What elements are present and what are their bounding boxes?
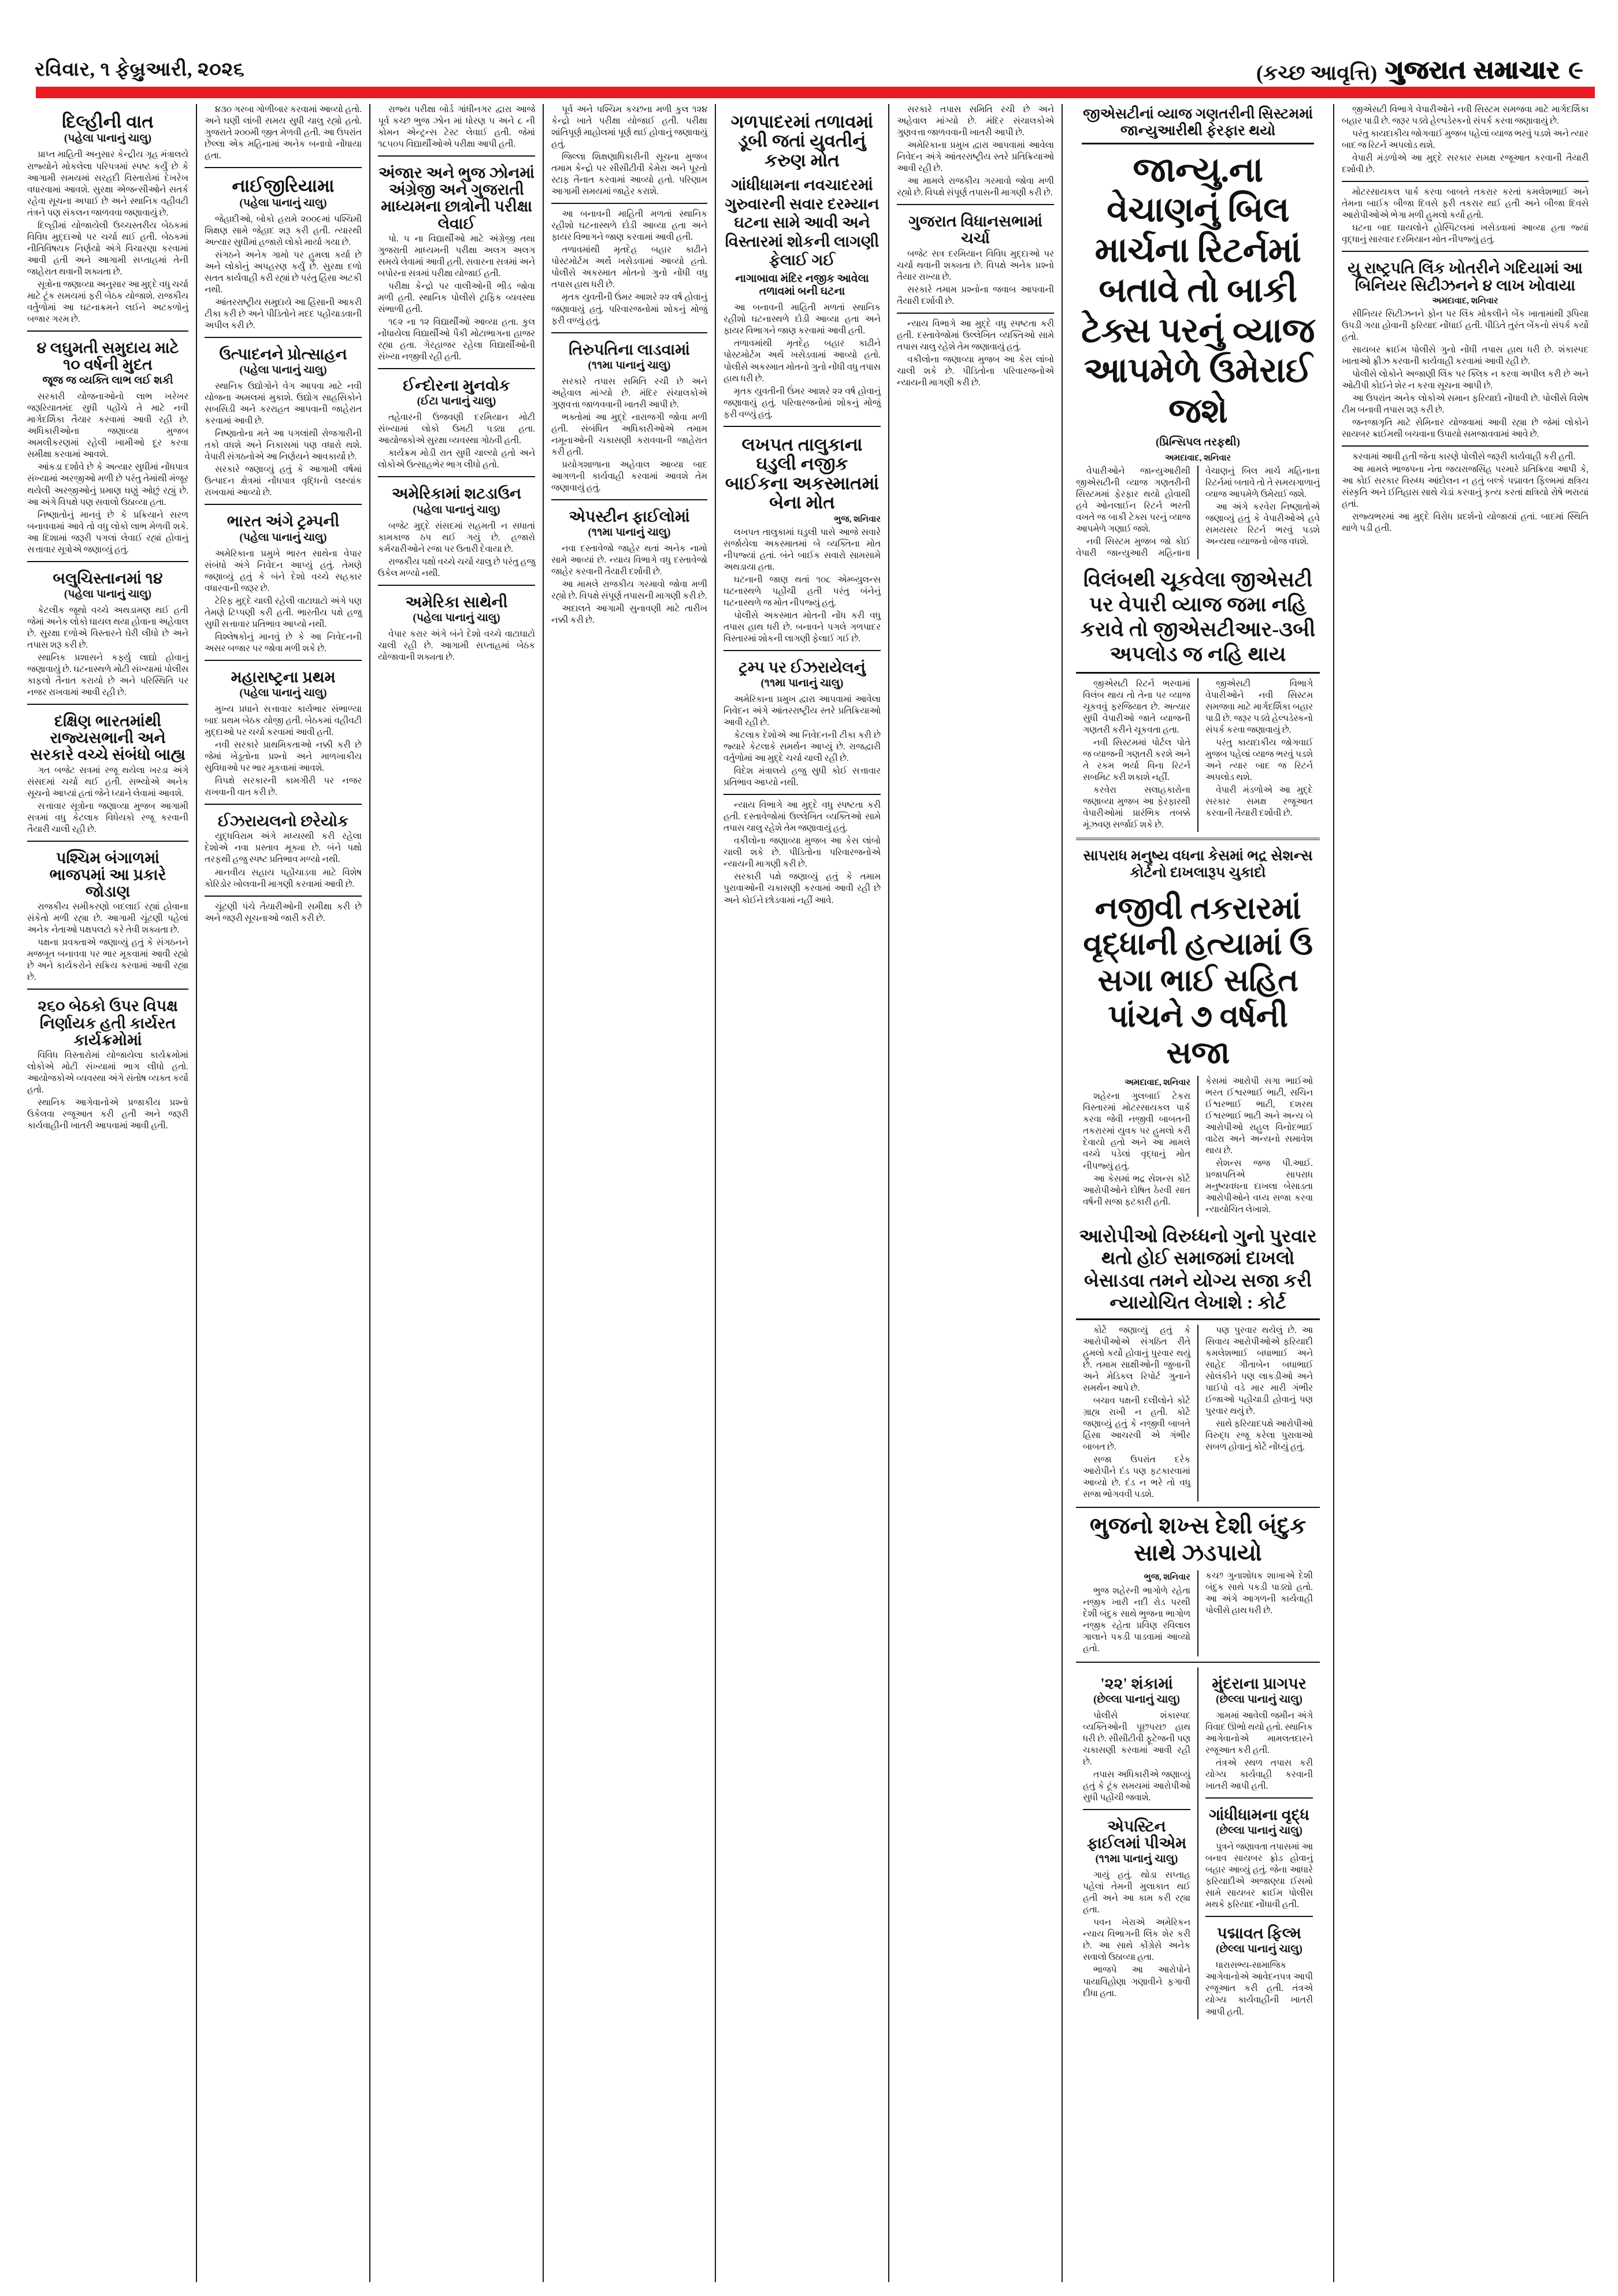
paragraph: અમેરિકાના પ્રમુખે ભારત સાથેના વેપાર સંબંધો અંગે નિવેદન આપ્યું હતું. તેમણે જણાવ્યું હતું કે બંને દેશો વચ્ચે સહકાર વધારવાની જરૂર છે. [205,548,362,593]
divider [205,804,362,805]
paragraph: વકીલોના જણાવ્યા મુજબ આ કેસ લાંબો ચાલી શકે છે. પીડિતોના પરિવારજનોએ ન્યાયની માગણી કરી છે. [723,836,881,870]
paragraph: અમેરિકાના પ્રમુખ દ્વારા આપવામાં આવેલા નિવેદન અંગે આંતરરાષ્ટ્રીય સ્તરે પ્રતિક્રિયાઓ આવી રહી છે. [723,694,881,728]
section-head-rajyasabha: દક્ષિણ ભારતમાંથી રાજ્યસભાની અને સરકારે વચ્ચે સંબંધો બાહ્ય [30,712,185,764]
divider [897,313,1054,314]
section-head-lakhpat-accident: લખપત તાલુકાના ઘડુલી નજીક બાઈકના અકસ્માતમાં બેના મોત [725,434,879,513]
paragraph: જેહાદીઓ, બોકો હરામે ૨૦૦૯માં પશ્ચિમી શિક્ષણ સામે જેહાદ શરૂ કરી હતી. ત્યારથી અત્યાર સુધીમાં હજારો લોકો માર્યા ગયા છે. [205,214,362,247]
paragraph: સીનિયર સિટીઝનને ફોન પર લિંક મોકલીને બેંક ખાતામાંથી રૂપિયા ઉપડી ગયા હોવાની ફરિયાદ નોંધાઈ હતી. પીડિતે તુરંત બેંકનો સંપર્ક કર્યો હતો. [1342,309,1589,342]
paragraph: સરકારે તપાસ સમિતિ રચી છે અને અહેવાલ માંગ્યો છે. મંદિર સંચાલકોએ ગુણવત્તા જાળવવાની ખાતરી આપી છે. [551,376,707,410]
article-body [1342,309,1589,392]
article-body [897,318,1054,389]
paragraph: માનવીય સહાય પહોંચાડવા માટે વિશેષ કોરિડોર ખોલવાની માગણી કરવામાં આવી છે. [205,867,362,889]
bhuj-gun-right [1197,1570,1320,1656]
article-body [1083,1870,1190,1999]
verdict-col-1 [1076,1325,1197,1502]
article-body [1083,1710,1190,1804]
divider [1083,1809,1190,1810]
article-body [27,605,188,699]
column-8 [1333,104,1596,2282]
divider [27,330,188,332]
column-4 [543,104,715,2282]
column-3 [369,104,543,2282]
paragraph: આ બનાવની માહિતી મળતાં સ્થાનિક રહીશો ઘટનાસ્થળે દોડી આવ્યા હતા અને ફાયર વિભાગને જાણ કરવામાં આવી હતી. [551,209,707,243]
section-head-gujarat-assembly: ગુજરાત વિધાનસભામાં ચર્ચા [908,213,1043,247]
continuation-note: (૧૧મા પાનાનું ચાલુ) [1095,1853,1178,1866]
divider [205,167,362,168]
paragraph: નવી સિસ્ટમમાં પોર્ટલ પોતે જ વ્યાજની ગણતરી કરશે અને તે રકમ ભર્યા વિના રિટર્ન સબમિટ કરી શકાશે નહીં. [1083,737,1190,782]
continuation-note: (છેલ્લા પાનાનું ચાલુ) [1216,1693,1302,1706]
red-divider-bar [36,87,1595,98]
bhuj-gun-body [1076,1570,1320,1656]
continuation-note: (છેલ્લા પાનાનું ચાલુ) [1093,1693,1180,1706]
divider [1076,1662,1320,1663]
divider [378,368,535,369]
paragraph: ધારાસભ્ય-સામાજિક આગેવાનોએ આવેદનપત્ર આપી રજૂઆત કરી હતી. તંત્રએ યોગ્ય કાર્યવાહીની ખાતરી આપી હતી. [1205,1960,1313,2017]
crime-headline: નજીવી તકરારમાં વૃદ્ધાની હત્યામાં ઉ સગા ભાઈ સહિત પાંચને ૭ વર્ષની સજા [1083,890,1313,1071]
paragraph: આ મામલે ભાજપના નેતા જયરાજસિંહ પરમારે પ્રતિક્રિયા આપી કે, આ કોઈ સરકાર વિરુધ્ધ આંદોલન ન હતું બલ્કે પદ્માવત ફિલ્મમાં ક્ષત્રિય સંસ્કૃતિ અને ઈતિહાસ સાથે ચેડાં કરવાનું કૃત્ય કરતાં ક્ષત્રિયો રોષે ભરાયાં હતાં. [1342,465,1589,510]
paragraph: કોર્ટે જણાવ્યું હતું કે આરોપીઓએ સંગઠિત રીતે હુમલો કર્યો હોવાનું પુરવાર થયું છે. તમામ સાક્ષીઓની જુબાની અને મેડિકલ રિપોર્ટ ગુનાને સમર્થન આપે છે. [1083,1325,1190,1393]
section-head-padmavat: પદ્માવત ફિલ્મ [1217,1925,1301,1942]
column-5 [715,104,888,2282]
paragraph: તળાવમાંથી મૃતદેહ બહાર કાઢીને પોસ્ટમોર્ટમ અર્થે ખસેડવામાં આવ્યો હતો. પોલીસે અકસ્માત મોતનો ગુનો નોંધી વધુ તપાસ હાથ ધરી છે. [723,339,881,384]
column-7-lead-block [1062,104,1333,2282]
paragraph: બજેટ મુદ્દે સંસદમાં સહમતી ન સધાતાં કામકાજ ઠપ થઈ ગયું છે. હજારો કર્મચારીઓને રજા પર ઉતારી દેવાયા છે. [378,521,535,554]
paragraph: સાયબર ક્રાઈમ પોલીસે ગુનો નોંધી તપાસ હાથ ધરી છે. શંકાસ્પદ ખાતાઓ ફ્રીઝ કરવાની કાર્યવાહી કરવામાં આવી રહી છે. [1342,344,1589,366]
paragraph: ભુજ શહેરની ભાગોળે રહેતા નજીક ખારી નદી રોડ પરથી દેશી બંદુક સાથે ભુજના ભાગોળ નજીક રહેતા પ્રવિણ રવિલાલ ગાલાને પકડી પાડવામાં આવ્યો હતો. [1083,1586,1190,1654]
continuation-note: (છેલ્લા પાનાનું ચાલુ) [1216,1943,1302,1956]
section-head-delhini-vaat: દિલ્હીની વાત [62,112,154,132]
divider [205,337,362,338]
paragraph: વકીલોના જણાવ્યા મુજબ આ કેસ લાંબો ચાલી શકે છે. પીડિતોના પરિવારજનોએ ન્યાયની માગણી કરી છે. [897,354,1054,388]
publication-date: રવિવાર, ૧ ફેબ્રુઆરી, ૨૦૨૬ [35,59,245,80]
paragraph: અદાલતે આગામી સુનાવણી માટે તારીખ નક્કી કરી છે. [551,604,707,626]
section-head-us-deal: અમેરિકા સાથેની [405,593,508,611]
continuation-note: (ઈટા પાનાનું ચાલુ) [417,395,496,408]
section-head-seats: ૨૬૦ બેઠકો ઉપર વિપક્ષ નિર્ણાયક હતી કાર્યરત કાર્યક્રમોમાં [38,997,178,1049]
article-body [723,694,881,789]
paragraph: વિદેશ મંત્રાલયે હજુ સુધી કોઈ સત્તાવાર પ્રતિભાવ આપ્યો નથી. [723,766,881,788]
article-body [723,800,881,906]
paragraph: રાજ્ય પરીક્ષા બોર્ડ ગાંધીનગર દ્વારા આજે પૂર્વ કચ્છ ભુજ ઝોન માં ધોરણ ૫ અને ૮ ની કોમન એન્ટ્રન્સ ટેસ્ટ લેવાઈ હતી. જેમાં ૧૮૫૦૫ વિદ્યાર્થીઓએ પરીક્ષા આપી હતી. [378,105,535,150]
newspaper-title: ગુજરાત સમાચાર [1385,56,1560,84]
paragraph: વેપારી મંડળોએ આ મુદ્દે સરકાર સમક્ષ રજૂઆત કરવાની તૈયારી દર્શાવી છે. [1205,785,1313,818]
paragraph: નિષ્ણાતોના મતે આ પગલાંથી રોજગારીની તકો વધશે અને નિકાસમાં પણ વધારો થશે. વેપારી સંગઠનોએ આ નિર્ણયને આવકાર્યો છે. [205,429,362,462]
byline: અમદાવાદ, શનિવાર [1432,296,1498,306]
article-body [1205,1960,1313,2018]
divider [1342,251,1589,252]
article-body [205,381,362,499]
article-body [27,1050,188,1132]
paragraph: ૪૩૦ ગરબા ગોળીબાર કરવામાં આવ્યો હતો. અને ઘણી લાંબી સમય સુધી ચાલુ રહ્યો હતો. ગુજરાતે ૨૦૦મી જીત મેળવી હતી. આ ઉપરાંત છેલ્લા એક મહિનામાં અનેક બનાવો નોંધાયા હતા. [205,105,362,161]
divider [1205,1797,1313,1799]
paragraph: સરકારે જણાવ્યું હતું કે આગામી વર્ષમાં ઉત્પાદન ક્ષેત્રમાં નોંધપાત્ર વૃદ્ધિનો લક્ષ્યાંક રાખવામાં આવ્યો છે. [205,465,362,498]
article-body [378,412,535,471]
paragraph: તપાસ અધિકારીએ જણાવ્યું હતું કે ટૂંક સમયમાં આરોપીઓ સુધી પહોંચી જવાશે. [1083,1769,1190,1803]
section-head-senior-citizen-fraud: યુ રાષ્ટ્રપતિ લિંક ખોતરીને ગદિયામાં આ બિનિયર સિટીઝનને ૪ લાખ ખોવાયા [1348,259,1583,294]
divider [1076,1507,1320,1508]
paragraph: જીએસટી રિટર્ન ભરવામાં વિલંબ થાય તો તેના પર વ્યાજ ચૂકવવું ફરજિયાત છે. અત્યાર સુધી વેપારીઓ જાતે વ્યાજની ગણતરી કરીને ચૂકવતા હતા. [1083,678,1190,735]
article-body [1342,393,1589,440]
divider [27,704,188,705]
paragraph: મૃતક યુવતીની ઉંમર આશરે ૨૨ વર્ષ હોવાનું જણાવાયું હતું. પરિવારજનોમાં શોકનું મોજું ફરી વળ્યું હતું. [551,292,707,326]
article-body [1342,451,1589,534]
paragraph: કચ્છ ગુનાશોધક શાખાએ દેશી બંદુક સાથે પકડી પાડ્યો હતો. આ અંગે આગળની કાર્યવાહી પોલીસે હાથ ધરી છે. [1205,1570,1313,1615]
paragraph: પોલીસે શંકાસ્પદ વ્યક્તિઓની પૂછપરછ હાથ ધરી છે. સીસીટીવી ફૂટેજની પણ ચકાસણી કરવામાં આવી રહી છે. [1083,1710,1190,1767]
continuation-note: (૧૧મા પાનાનું ચાલુ) [760,677,844,690]
continuation-note: (પહેલા પાનાનું ચાલુ) [239,687,327,699]
divider [551,332,707,333]
article-body [1342,187,1589,246]
lower-col-a [1076,1667,1197,2019]
lead-kicker: જીએસટીનાં વ્યાજ ગણતરીની સિસ્ટમમાં જાન્યુઆરીથી ફેરફાર થયો [1082,106,1314,144]
paragraph: ૧૯૨ ના ૧૨ વિદ્યાર્થીઓ આવ્યા હતા. કુલ નોંધાયેલા વિદ્યાર્થીઓ પૈકી મોટાભાગના હાજર રહ્યા હતા. ગેરહાજર રહેલા વિદ્યાર્થીઓની સંખ્યા નજીવી રહી હતી. [378,317,535,362]
article-body [378,233,535,363]
article-body [378,521,535,579]
paragraph: કેસમાં આરોપી સગા ભાઈઓ ભરત ઈશ્વરભાઈ ભાટી, સચિન ઈશ્વરભાઈ ભાટી, દશરથ ઈશ્વરભાઈ ભાટી અને અન્ય બે આરોપીઓ રાહુલ વિનોદભાઈ વાઢેરા અને અન્યનો સમાવેશ થાય છે. [1205,1076,1313,1156]
section-head-israel: ઈઝરાયલનો છરેયોક [217,812,349,830]
divider [378,476,535,477]
lead-body [1076,466,1320,559]
paragraph: વિવિધ વિસ્તારોમાં યોજાયેલા કાર્યક્રમોમાં લોકોએ મોટી સંખ્યામાં ભાગ લીધો હતો. આયોજકોએ વ્યવસ્થા અંગે સંતોષ વ્યક્ત કર્યો હતો. [27,1050,188,1095]
article-body [551,104,707,198]
divider [1342,181,1589,182]
paragraph: પોલીસે લોકોને અજાણી લિંક પર ક્લિક ન કરવા અપીલ કરી છે અને ઓટીપી કોઈને શેર ન કરવા સૂચના આપી છે. [1342,369,1589,391]
paragraph: આ ઉપરાંત અનેક લોકોએ સમાન ફરિયાદો નોંધાવી છે. પોલીસે વિશેષ ટીમ બનાવી તપાસ શરૂ કરી છે. [1342,393,1589,415]
subdeck-text: નાગાબાવા મંદિર નજીક આવેલા તળાવમાં બની ઘટના [735,273,869,298]
column-6 [888,104,1062,2282]
paragraph: ન્યાય વિભાગે આ મુદ્દે વધુ સ્પષ્ટતા કરી હતી. દસ્તાવેજોમાં ઉલ્લેખિત વ્યક્તિઓ સામે તપાસ ચાલુ રહેશે તેમ જણાવાયું હતું. [897,318,1054,352]
paragraph: આ કેસમાં ભદ્ર સેશન્સ કોર્ટે આરોપીઓને દોષિત ઠેરવી સાત વર્ષની સજા ફટકારી હતી. [1083,1173,1190,1207]
article-body [551,209,707,326]
paragraph: આ મામલે રાજકીય ગરમાવો જોવા મળી રહ્યો છે. વિપક્ષે સંપૂર્ણ તપાસની માગણી કરી છે. [551,579,707,601]
paragraph: કાર્યક્રમ મોડી રાત સુધી ચાલ્યો હતો અને લોકોએ ઉત્સાહભેર ભાગ લીધો હતો. [378,448,535,470]
paragraph: પોલીસે અકસ્માત મોતની નોંધ કરી વધુ તપાસ હાથ ધરી છે. બનાવને પગલે ગળપાદર વિસ્તારમાં શોકની લાગણી ફેલાઈ ગઈ છે. [723,610,881,644]
page-number: ૯ [1568,56,1583,84]
paragraph: જનજાગૃતિ માટે સેમિનાર યોજવામાં આવી રહ્યા છે જેમાં લોકોને સાયબર ક્રાઈમથી બચવાના ઉપાયો સમજાવવામાં આવે છે. [1342,417,1589,439]
continuation-note: (પહેલા પાનાનું ચાલુ) [239,196,327,209]
paragraph: તહેવારની ઉજવણી દરમિયાન મોટી સંખ્યામાં લોકો ઉમટી પડ્યા હતા. આયોજકોએ સુરક્ષા વ્યવસ્થા ગોઠવી હતી. [378,413,535,446]
article-body [1205,1841,1313,1911]
section-head-gandhidham-elder: ગાંધીધામના વૃદ્ધ [1209,1805,1309,1823]
paragraph: ભક્તોમાં આ મુદ્દે નારાજગી જોવા મળી હતી. સંબંધિત અધિકારીઓએ તમામ નમૂનાઓની ચકાસણી કરાવવાની જાહેરાત કરી હતી. [551,412,707,457]
paragraph: જીએસટી વિભાગે વેપારીઓને નવી સિસ્ટમ સમજવા માટે માર્ગદર્શિકા બહાર પાડી છે. જરૂર પડ્યે હેલ્પડેસ્કનો સંપર્ક કરવા જણાવાયું છે. [1205,678,1313,735]
masthead [20,0,1598,87]
paragraph: જિલ્લા શિક્ષણાધિકારીની સૂચના મુજબ તમામ કેન્દ્રો પર સીસીટીવી કેમેરા અને પૂરતો સ્ટાફ તૈનાત કરવામાં આવ્યો હતો. પરિણામ આગામી સમયમાં જાહેર કરાશે. [551,152,707,197]
paragraph: પવન ખેરાએ અમેરિકન ન્યાય વિભાગની લિંક શેર કરી છે. આ સાથે કોંગ્રેસે અનેક સવાલો ઉઠાવ્યા હતા. [1083,1918,1190,1963]
paragraph: પો. ૫ ના વિદ્યાર્થીઓ માટે અંગ્રેજી તથા ગુજરાતી માધ્યમની પરીક્ષા અલગ અલગ સમયે લેવામાં આવી હતી. સવારના સત્રમાં અને બપોરના સત્રમાં પરીક્ષા યોજાઈ હતી. [378,233,535,278]
section-head-us-shutdown: અમેરિકામાં શટડાઉન [391,485,522,503]
lead-story-gst [1070,106,1326,2019]
paragraph: રાજકીય પક્ષો વચ્ચે ચર્ચા ચાલુ છે પરંતુ હજુ ઉકેલ મળ્યો નથી. [378,556,535,578]
section-head-epstein-pm: એપસ્ટિન ફાઈલમાં પીએમ [1086,1817,1187,1852]
bhuj-gun-left [1076,1570,1197,1656]
divider [27,989,188,990]
paragraph: પ્રાપ્ત માહિતી અનુસાર કેન્દ્રીય ગૃહ મંત્રાલયે રાજ્યોને મોકલેલા પરિપત્રમાં સ્પષ્ટ કર્યું છે કે આગામી સમયમાં સરહદી વિસ્તારોમાં દેખરેખ વધારવામાં આવશે. સુરક્ષા એજન્સીઓને સતર્ક રહેવા સૂચના અપાઈ છે અને સ્થાનિક વહીવટી તંત્રને પણ સંકલન જાળવવા જણાવાયું છે. [27,150,188,218]
continuation-note: (પહેલા પાનાનું ચાલુ) [64,132,152,145]
paragraph: કેટલાક દેશોએ આ નિવેદનની ટીકા કરી છે જ્યારે કેટલાકે સમર્થન આપ્યું છે. રાજદ્વારી વર્તુળોમાં આ મુદ્દે ચર્ચા ચાલી રહી છે. [723,730,881,764]
deck-text: ગાંધીધામના નવચાદરમાં ગુરુવારની સવાર દરમ્યાન ઘટના સામે આવી અને વિસ્તારમાં શોકની લાગણી ફેલાઈ ગઈ [725,176,879,269]
paragraph: તંત્રએ સ્થળ તપાસ કરી યોગ્ય કાર્યવાહી કરવાની ખાતરી આપી હતી. [1205,1758,1313,1791]
paragraph: ઘટના બાદ ઘાયલોને હોસ્પિટલમાં ખસેડવામાં આવ્યા હતા જ્યાં વૃદ્ધાનું સારવાર દરમિયાન મોત નીપજ્યું હતું. [1342,223,1589,245]
paragraph: કરવેરા સલાહકારોના જણાવ્યા મુજબ આ ફેરફારથી વેપારીઓમાં પ્રારંભિક તબક્કે મૂંઝવણ સર્જાઈ શકે છે. [1083,785,1190,830]
divider [378,155,535,157]
divider [1076,838,1320,840]
paragraph: યુદ્ધવિરામ અંગે મધ્યસ્થી કરી રહેલા દેશોએ નવા પ્રસ્તાવ મૂક્યા છે. બંને પક્ષો તરફથી હજુ સ્પષ્ટ પ્રતિભાવ મળ્યો નથી. [205,831,362,865]
column-grid [20,104,1598,2282]
gst-subheadline: વિલંબથી ચૂકવેલા જીએસટી પર વેપારી વ્યાજ જમા નહિ કરાવે તો જીએસટીઆર-૩બી અપલોડ જ નહિ થાય [1076,567,1320,674]
paragraph: આંકડા દર્શાવે છે કે અત્યાર સુધીમાં નોંધપાત્ર સંખ્યામાં અરજીઓ મળી છે પરંતુ તેમાંથી મંજૂર થયેલી અરજીઓનું પ્રમાણ ઘણું ઓછું રહ્યું છે. આ અંગે વિપક્ષે પણ સવાલો ઉઠાવ્યા હતા. [27,462,188,507]
section-head-epstein-file: એપસ્ટીન ફાઈલોમાં [569,508,690,526]
article-body [27,901,188,983]
section-head-bhuj-gun: ભુજનો શખ્સ દેશી બંદુક સાથે ઝડપાયો [1089,1513,1307,1566]
paragraph: નિષ્ણાતોનું માનવું છે કે પ્રક્રિયાને સરળ બનાવવામાં આવે તો વધુ લોકો લાભ મેળવી શકે. આ દિશામાં જરૂરી પગલાં લેવાઈ રહ્યાં હોવાનું સત્તાવાર સૂત્રોએ જણાવ્યું હતું. [27,510,188,555]
crime-body [1076,1076,1320,1217]
continuation-note: (પહેલા પાનાનું ચાલુ) [239,364,327,377]
paragraph: મૃતક યુવતીની ઉંમર આશરે ૨૨ વર્ષ હોવાનું જણાવાયું હતું. પરિવારજનોમાં શોકનું મોજું ફરી વળ્યું હતું. [723,386,881,419]
paragraph: સંગઠને અનેક ગામો પર હુમલા કર્યા છે અને લોકોનું અપહરણ કર્યું છે. સુરક્ષા દળો સતત કાર્યવાહી કરી રહ્યાં છે પરંતુ હિંસા અટકી નથી. [205,250,362,295]
paragraph: આ અંગે કરવેરા નિષ્ણાતોએ જણાવ્યું હતું કે વેપારીઓએ હવે સમયસર રિટર્ન ભરવું પડશે અન્યથા વ્યાજનો બોજ વધશે. [1205,501,1320,547]
paragraph: પરંતુ કાયદાકીય જોગવાઈ મુજબ પહેલાં વ્યાજ ભરવું પડશે અને ત્યાર બાદ જ રિટર્ન અપલોડ થશે. [1342,129,1589,151]
divider [205,660,362,661]
article-body [27,391,188,555]
divider [205,504,362,505]
section-head-baluchistan: બલુચિસ્તાનમાં ૧૪ [53,569,163,587]
article-body [27,149,188,325]
paragraph: પક્ષના પ્રવક્તાએ જણાવ્યું હતું કે સંગઠનને મજબૂત બનાવવા પર ભાર મૂકવામાં આવી રહ્યો છે અને કાર્યકરોને સક્રિય કરવામાં આવી રહ્યા છે. [27,938,188,983]
paragraph: આ મામલે રાજકીય ગરમાવો જોવા મળી રહ્યો છે. વિપક્ષે સંપૂર્ણ તપાસની માગણી કરી છે. [897,176,1054,198]
divider [551,203,707,204]
divider [723,794,881,795]
paragraph: વિપક્ષે સરકારની કામગીરી પર નજર રાખવાની વાત કરી છે. [205,776,362,798]
continuation-note: જૂજ જ વ્યક્તિ લાભ લઈ શકી [42,374,173,387]
article-body [205,704,362,798]
paragraph: તળાવમાંથી મૃતદેહ બહાર કાઢીને પોસ્ટમોર્ટમ અર્થે ખસેડવામાં આવ્યો હતો. પોલીસે અકસ્માત મોતનો ગુનો નોંધી વધુ તપાસ હાથ ધરી છે. [551,245,707,290]
paragraph: બચાવ પક્ષની દલીલોને કોર્ટે ગ્રાહ્ય રાખી ન હતી. કોર્ટે જણાવ્યું હતું કે નજીવી બાબતે હિંસા આચરવી એ ગંભીર બાબત છે. [1083,1395,1190,1452]
paragraph: વેપારીઓને જાન્યુઆરીથી જીએસટીની વ્યાજ ગણતરીની સિસ્ટમમાં ફેરફાર થયો હોવાથી હવે ઓનલાઈન રિટર્ન ભરતી વખતે જ બાકી ટેક્સ પરનું વ્યાજ આપમેળે ગણાઈ જશે. [1076,466,1190,534]
paragraph: સજા ઉપરાંત દરેક આરોપીને દંડ પણ ફટકારવામાં આવ્યો છે. દંડ ન ભરે તો વધુ સજા ભોગવવી પડશે. [1083,1454,1190,1500]
paragraph: ગામમાં આવેલી જમીન અંગે વિવાદ ઊભો થયો હતો. સ્થાનિક આગેવાનોએ મામલતદારને રજૂઆત કરી હતી. [1205,1710,1313,1755]
paragraph: રાજકીય સમીકરણો બદલાઈ રહ્યાં હોવાના સંકેતો મળી રહ્યા છે. આગામી ચૂંટણી પહેલાં અનેક નેતાઓ પક્ષપલટો કરે તેવી શક્યતા છે. [27,902,188,935]
byline: ભુજ, શનિવાર [1144,1572,1190,1582]
paragraph: કરવામાં આવી હતી જેના કારણે પોલીસે જરૂરી કાર્યવાહી કરી હતી. [1352,452,1576,462]
continuation-note: (પહેલા પાનાનું ચાલુ) [413,503,500,516]
paragraph: વેપાર કરાર અંગે બંને દેશો વચ્ચે વાટાઘાટો ચાલી રહી છે. આગામી સપ્તાહમાં બેઠક યોજાવાની શક્યતા છે. [378,629,535,662]
paragraph: મોટરસાયકલ પાર્ક કરવા બાબતે તકરાર કરતાં કમલેશભાઈ અને તેમના બાઈક બીજા દિવસે ફરી તકરાર થઈ હતી અને બીજા દિવસે આરોપીઓએ ભેગા મળી હુમલો કર્યો હતો. [1342,187,1589,221]
article-body [551,376,707,494]
section-head-maharashtra: મહારાષ્ટ્રના પ્રથમ [231,668,336,686]
paragraph: ટેરિફ મુદ્દે ચાલી રહેલી વાટાઘાટો અંગે પણ તેમણે ટિપ્પણી કરી હતી. ભારતીય પક્ષે હજુ સુધી સત્તાવાર પ્રતિભાવ આપ્યો નથી. [205,596,362,629]
article-body [205,831,362,890]
paragraph: કેટલીક જૂથો વચ્ચે અથડામણ થઈ હતી જેમાં અનેક લોકો ઘાયલ થયા હોવાના અહેવાલ છે. સુરક્ષા દળોએ વિસ્તારને ઘેરી લીધો છે અને તપાસ શરૂ કરી છે. [27,605,188,650]
divider [723,426,881,427]
paragraph: સરકારી યોજનાઓનો લાભ ખરેખર જરૂરિયાતમંદ સુધી પહોંચે તે માટે નવી માર્ગદર્શિકા તૈયાર કરવામાં આવી રહી છે. અધિકારીઓના જણાવ્યા મુજબ અમલીકરણમાં રહેલી ખામીઓ દૂર કરવા સમીક્ષા કરવામાં આવશે. [27,392,188,460]
section-head-anjar-bhuj: અંજાર અને ભુજ ઝોનમાં અંગ્રેજી અને ગુજરાતી માધ્યમના છાત્રોની પરીક્ષા લેવાઈ [378,164,535,232]
divider [897,204,1054,205]
divider [551,499,707,500]
paragraph: સ્થાનિક આગેવાનોએ પ્રજાકીય પ્રશ્નો ઉકેલવા રજૂઆત કરી હતી અને જરૂરી કાર્યવાહીની ખાતરી આપવામાં આવી હતી. [27,1098,188,1131]
paragraph: સરકારે તપાસ સમિતિ રચી છે અને અહેવાલ માંગ્યો છે. મંદિર સંચાલકોએ ગુણવત્તા જાળવવાની ખાતરી આપી છે. [897,105,1054,138]
divider [27,561,188,562]
continuation-note: (પહેલા પાનાનું ચાલુ) [64,588,152,600]
verdict-col-2 [1197,1325,1320,1502]
paragraph: રાજ્યભરમાં આ મુદ્દે વિરોધ પ્રદર્શનો યોજાયાં હતાં. બાદમાં સ્થિતિ થાળે પડી હતી. [1342,512,1589,534]
paragraph: સૂત્રોના જણાવ્યા અનુસાર આ મુદ્દે વધુ ચર્ચા માટે ટૂંક સમયમાં ફરી બેઠક યોજાશે. રાજકીય વર્તુળોમાં આ ઘટનાક્રમને લઈને અટકળોનું બજાર ગરમ છે. [27,279,188,324]
paragraph: પુત્રને જણાવતા તપાસમાં આ બનાવ સાયબર ફ્રોડ હોવાનું બહાર આવ્યું હતું. જેના આધારે ફરિયાદીએ અજાણ્યા ઈસમો સામે સાયબર ક્રાઈમ પોલીસ મથકે ફરિયાદ નોંધાવી હતી. [1205,1842,1313,1910]
paragraph: નવા દસ્તાવેજો જાહેર થતાં અનેક નામો સામે આવ્યાં છે. ન્યાય વિભાગે વધુ દસ્તાવેજો જાહેર કરવાની તૈયારી દર્શાવી છે. [551,544,707,577]
continuation-note: (છેલ્લા પાનાનું ચાલુ) [1216,1825,1302,1837]
section-head-22-shanka: '૨૨' શંકામાં [1100,1674,1173,1692]
paragraph: નવી સરકારે પ્રાથમિકતાઓ નક્કી કરી છે જેમાં ખેડૂતોના પ્રશ્નો અને માળખાકીય સુવિધાઓ પર ભાર મૂકવામાં આવશે. [205,740,362,774]
paragraph: લખપત તાલુકામાં ઘડુલી પાસે આજે સવારે સર્જાયેલા અકસ્માતમાં બે વ્યક્તિના મોત નીપજ્યાં હતાં. બંને બાઈક સવારો સામસામે અથડાયા હતા. [723,527,881,572]
lead-headline: જાન્યુ.ના વેચાણનું બિલ માર્ચના રિટર્નમાં બતાવે તો બાકી ટેક્સ પરનું વ્યાજ આપમેળે ઉમેરાઈ જશે [1081,150,1315,430]
continuation-note: (પહેલા પાનાનું ચાલુ) [239,531,327,544]
masthead-logo [1256,58,1583,83]
section-head-nigeria: નાઈજીરિયામા [232,176,335,196]
column-1 [20,104,196,2282]
section-head-bengal: પશ્ચિમ બંગાળમાં ભાજપમાં આ પ્રકારે જોડાણ [49,849,166,901]
section-head-production: ઉત્પાદનને પ્રોત્સાહન [219,345,347,363]
paragraph: શહેરના ગુલબાઈ ટેકરા વિસ્તારમાં મોટરસાયકલ પાર્ક કરવા જેવી નજીવી બાબતની તકરારમાં યુવક પર હુમલો કરી દેવાયો હતો અને આ મામલે વચ્ચે પડેલાં વૃદ્ધાનું મોત નીપજ્યું હતું. [1083,1091,1190,1171]
paragraph: ન્યાય વિભાગે આ મુદ્દે વધુ સ્પષ્ટતા કરી હતી. દસ્તાવેજોમાં ઉલ્લેખિત વ્યક્તિઓ સામે તપાસ ચાલુ રહેશે તેમ જણાવાયું હતું. [723,800,881,834]
paragraph: સત્તાવાર સૂત્રોના જણાવ્યા મુજબ આગામી સત્રમાં વધુ કેટલાક વિધેયકો રજૂ કરવાની તૈયારી ચાલી રહી છે. [27,801,188,834]
lower-col-b [1197,1667,1320,2019]
paragraph: સ્થાનિક ઉદ્યોગોને વેગ આપવા માટે નવી યોજના અમલમાં મુકાશે. ઉદ્યોગ સાહસિકોને સબસિડી અને કરરાહત આપવાની જાહેરાત કરવામાં આવી છે. [205,381,362,426]
paragraph: સરકારી પક્ષે જણાવ્યું હતું કે તમામ પુરાવાઓની ચકાસણી કરવામાં આવી રહી છે અને કોઈને છોડવામાં નહીં આવે. [723,872,881,905]
verdict-body [1076,1325,1320,1502]
paragraph: ઘટનાની જાણ થતાં ૧૦૮ એમ્બ્યુલન્સ ઘટનાસ્થળે પહોંચી હતી પરંતુ બંનેનું ઘટનાસ્થળે જ મોત નીપજ્યું હતું. [723,574,881,608]
article-body [1342,104,1589,176]
article-body [205,214,362,332]
crime-body-right [1197,1076,1320,1217]
paragraph: સરકારે તમામ પ્રશ્નોના જવાબ આપવાની તૈયારી દર્શાવી છે. [897,284,1054,306]
subbody-left [1076,678,1197,832]
continuation-note: (પહેલા પાનાનું ચાલુ) [413,611,500,624]
article-body [205,901,362,924]
paragraph: નવી સિસ્ટમ મુજબ જો કોઈ વેપારી જાન્યુઆરી મહિનાના વેચાણનું બિલ માર્ચ મહિનાના રિટર્નમાં બતાવે તો તે સમયગાળાનું વ્યાજ આપમેળે ઉમેરાઈ જશે. [1076,466,1320,558]
verdict-headline: આરોપીઓ વિરુધ્ધનો ગુનો પુરવાર થતો હોઈ સમાજમાં દાખલો બેસાડવા તમને યોગ્ય સજા કરી ન્યાયોચિત લેખાશે : કોર્ટ [1076,1225,1320,1320]
byline: ભુજ, શનિવાર [834,514,881,524]
crime-body-left [1076,1076,1197,1217]
section-head-trump-india: ભારત અંગે ટ્રમ્પની [227,512,340,530]
paragraph: અમેરિકાના પ્રમુખ દ્વારા આપવામાં આવેલા નિવેદન અંગે આંતરરાષ્ટ્રીય સ્તરે પ્રતિક્રિયાઓ આવી રહી છે. [897,140,1054,174]
paragraph: દિલ્હીમાં યોજાયેલી ઉચ્ચસ્તરીય બેઠકમાં વિવિધ મુદ્દાઓ પર ચર્ચા થઈ હતી. બેઠકમાં નીતિવિષયક નિર્ણયો અંગે વિચારણા કરવામાં આવી હતી અને આગામી સપ્તાહમાં તેની જાહેરાત થવાની શક્યતા છે. [27,220,188,277]
subbody-right [1197,678,1320,832]
paragraph: ચૂંટણી પંચે તૈયારીઓની સમીક્ષા કરી છે અને જરૂરી સૂચનાઓ જારી કરી છે. [205,901,362,923]
paragraph: ગત બજેટ સત્રમાં રજૂ થયેલા ખરડા અંગે સંસદમાં ચર્ચા થઈ હતી. સભ્યોએ અનેક સૂચનો આપ્યાં હતાં જેને ધ્યાને લેવામાં આવશે. [27,765,188,798]
article-body [723,302,881,420]
article-body [27,765,188,835]
edition-label: (કચ્છ આવૃત્તિ) [1256,61,1378,84]
paragraph: આ બનાવની માહિતી મળતાં સ્થાનિક રહીશો ઘટનાસ્થળે દોડી આવ્યા હતા અને ફાયર વિભાગને જાણ કરવામાં આવી હતી. [723,303,881,336]
continuation-note: (૧૧મા પાનાનું ચાલુ) [588,526,671,539]
paragraph: પરંતુ કાયદાકીય જોગવાઈ મુજબ પહેલાં વ્યાજ ભરવું પડશે અને ત્યાર બાદ જ રિટર્ન અપલોડ થશે. [1205,737,1313,782]
paragraph: સાથે ફરિયાદપક્ષે આરોપીઓ વિરુદ્ધ રજૂ કરેલા પુરાવાઓ સબળ હોવાનું કોર્ટે નોંધ્યું હતું. [1205,1418,1313,1452]
article-body [1205,1710,1313,1792]
article-body [205,548,362,655]
paragraph: સેશન્સ જજ પી.આઈ. પ્રજાપતિએ સાપરાધ મનુષ્યવધના દાખલા બેસાડતા આરોપીઓને વધ્ય સજા કરવા ન્યાયોચિત લેખાશે. [1205,1158,1313,1215]
article-body [551,543,707,626]
section-head-mundra-pragpar: મુંદરાના પ્રાગપર [1212,1674,1307,1692]
lower-left-stack [1076,1667,1320,2019]
paragraph: વિશ્લેષકોનું માનવું છે કે આ નિવેદનની અસર બજાર પર જોવા મળી શકે છે. [205,631,362,653]
paragraph: પ્રયોગશાળાના અહેવાલ આવ્યા બાદ આગળની કાર્યવાહી કરવામાં આવશે તેમ જણાવાયું હતું. [551,459,707,493]
paragraph: પણ પુરવાર થયેલું છે. આ સિવાય આરોપીઓએ ફરિયાદી કમલેશભાઈ બધાભાઈ અને સાહેદ ગીતાબેન બધાભાઈ સોલંકીને પણ લાકડીઓ અને પાઈપો વડે માર મારી ગંભીર ઈજાઓ પહોંચાડી હોવાનું પણ પુરવાર થયું છે. [1205,1325,1313,1416]
article-body [205,104,362,162]
article-body [378,629,535,663]
crime-kicker: સાપરાધ મનુષ્ય વધના કેસમાં ભદ્ર સેશન્સ કોર્ટનો દાખલારૂપ ચુકાદો [1083,848,1313,880]
paragraph: સ્થાનિક પ્રશાસને કર્ફ્યુ લાદ્યો હોવાનું જણાવાયું છે. ઘટનાસ્થળે મોટી સંખ્યામાં પોલીસ કાફલો તૈનાત કરાયો છે અને પરિસ્થિતિ પર નજર રાખવામાં આવી રહી છે. [27,652,188,698]
paragraph: મુખ્ય પ્રધાને સત્તાવાર કાર્યભાર સંભાળ્યા બાદ પ્રથમ બેઠક યોજી હતી. બેઠકમાં વહીવટી મુદ્દાઓ પર ચર્ચા કરવામાં આવી હતી. [205,704,362,738]
section-head-trump-israel: ટ્રમ્પ પર ઈઝરાયેલનું [739,658,866,676]
section-head-indore: ઈન્દોરના મુનવોક [403,377,510,395]
section-head-galpadar-drowning: ગળપાદરમાં તળાવમાં ડૂબી જતાં યુવતીનું કરુણ મોત [730,112,874,170]
paragraph: ગાયું હતું. થોડા સપ્તાહ પહેલાં તેમની મુલાકાત થઈ હતી અને આ કામ કરી રહ્યા હતા. [1083,1870,1190,1915]
paragraph: ભાજપે આ આરોપોને પાયાવિહોણા ગણાવીને ફગાવી દીધા હતા. [1083,1965,1190,1998]
article-body [723,527,881,645]
divider [27,841,188,842]
paragraph: પૂર્વ અને પશ્ચિમ કચ્છના મળી કુલ ૧૨૪ કેન્દ્રો ખાતે પરીક્ષા યોજાઈ હતી. પરીક્ષા શાંતિપૂર્ણ માહોલમાં પૂર્ણ થઈ હોવાનું જણાવાયું હતું. [551,105,707,150]
divider [378,585,535,586]
gst-subbody [1076,678,1320,832]
paragraph: જીએસટી વિભાગે વેપારીઓને નવી સિસ્ટમ સમજવા માટે માર્ગદર્શિકા બહાર પાડી છે. જરૂર પડ્યે હેલ્પડેસ્કનો સંપર્ક કરવા જણાવાયું છે. [1342,105,1589,127]
divider [723,650,881,651]
lead-byline: અમદાવાદ, શનિવાર [1164,453,1231,463]
column-2 [196,104,369,2282]
paragraph: વેપારી મંડળોએ આ મુદ્દે સરકાર સમક્ષ રજૂઆત કરવાની તૈયારી દર્શાવી છે. [1342,153,1589,175]
paragraph: બજેટ સત્ર દરમિયાન વિવિધ મુદ્દાઓ પર ચર્ચા થવાની શક્યતા છે. વિપક્ષે અનેક પ્રશ્નો તૈયાર રાખ્યા છે. [897,248,1054,282]
lead-credit: (પ્રિન્સિપલ તરફથી) [1156,436,1240,448]
section-head-minority: ૪ લઘુમતી સમુદાય માટે ૧૦ વર્ષની મુદત [36,339,179,374]
crime-byline: અમદાવાદ, શનિવાર [1125,1078,1190,1087]
article-body [897,104,1054,199]
section-head-tirupati: તિરુપતિના લાડવામાં [569,340,690,358]
divider [1205,1916,1313,1917]
article-body [378,104,535,150]
paragraph: પરીક્ષા કેન્દ્રો પર વાલીઓની ભીડ જોવા મળી હતી. સ્થાનિક પોલીસે ટ્રાફિક વ્યવસ્થા સંભાળી હતી. [378,281,535,314]
divider [1342,445,1589,447]
continuation-note: (૧૧મા પાનાનું ચાલુ) [588,359,671,371]
article-body [897,248,1054,307]
paragraph: આંતરરાષ્ટ્રીય સમુદાયે આ હિંસાની આકરી ટીકા કરી છે અને પીડિતોને મદદ પહોંચાડવાની અપીલ કરી છે. [205,297,362,330]
divider [205,896,362,897]
